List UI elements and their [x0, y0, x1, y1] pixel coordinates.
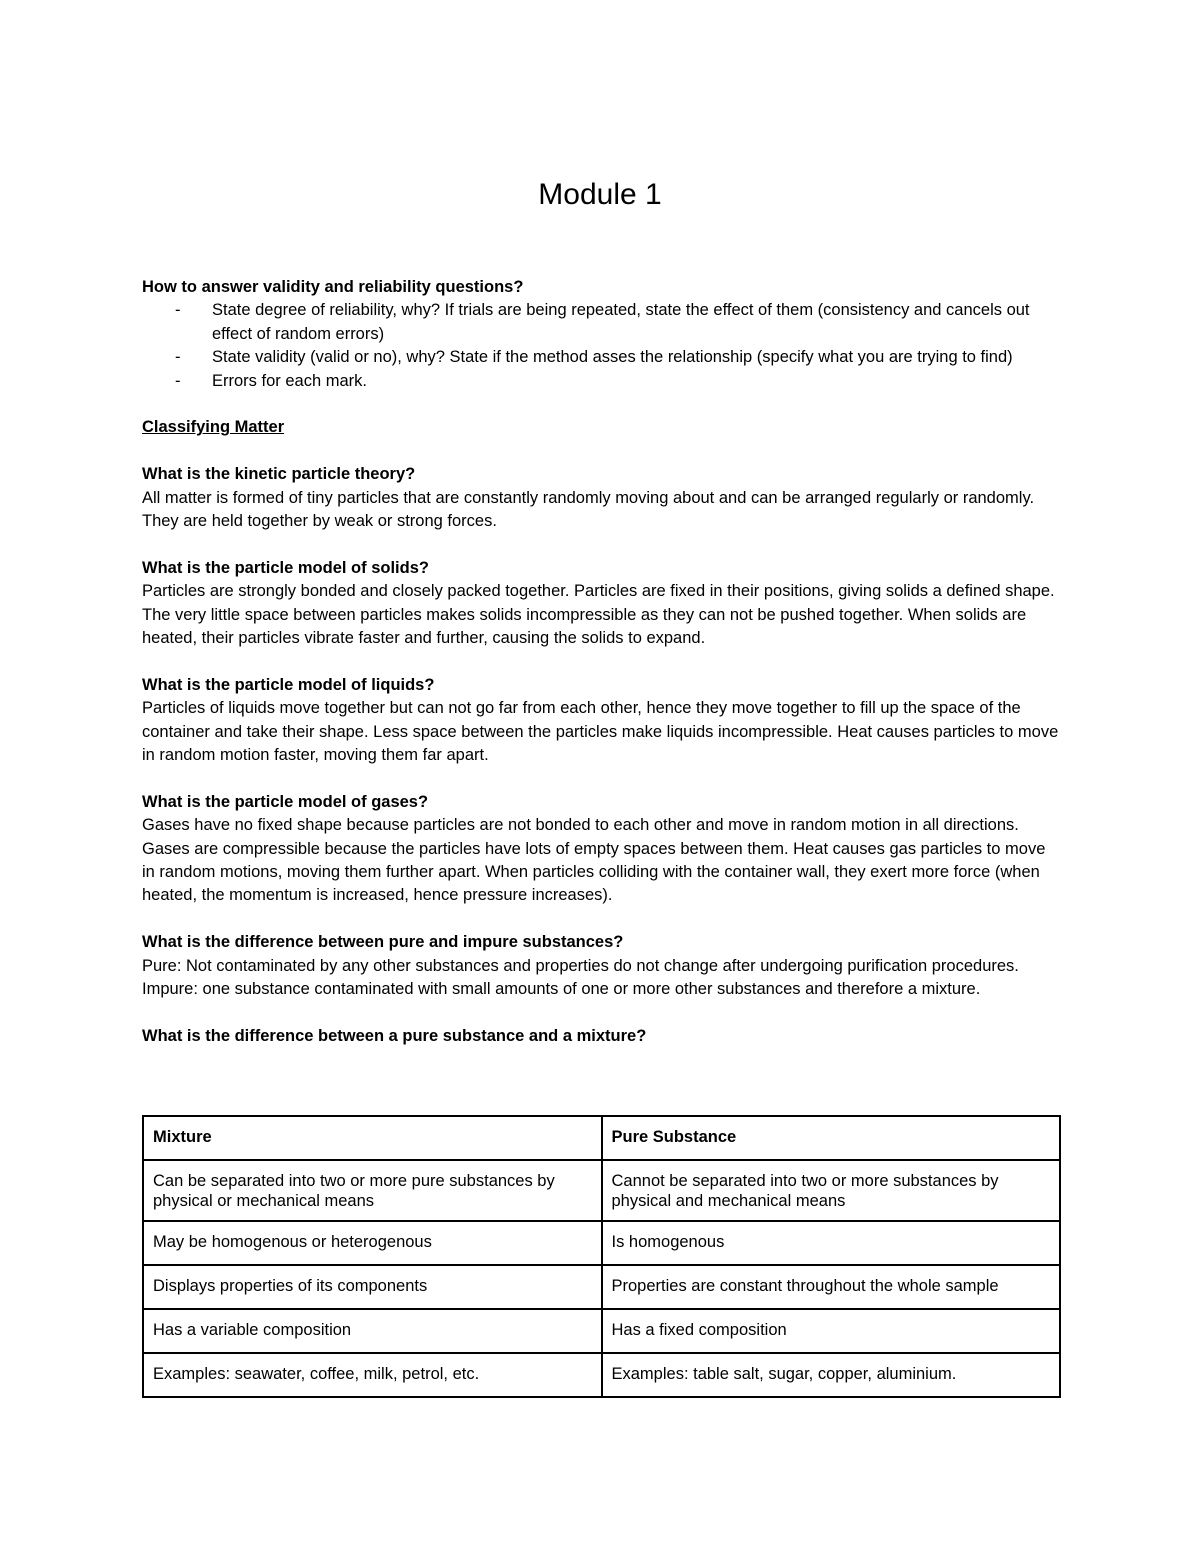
comparison-table	[142, 1115, 1061, 1398]
table-question: What is the difference between a pure substance and a mixture?	[142, 1026, 647, 1045]
table-row	[143, 1353, 1060, 1397]
spacer	[142, 1002, 1062, 1025]
question-heading: What is the particle model of gases?	[142, 792, 429, 811]
answer-paragraph: Particles are strongly bonded and closely packed together. Particles are fixed in their positions, giving solids a defined shape. The very little space between particles makes solids incompressible as they can not be pushed together. When solids are heated, their particles vibrate faster and further, causing the solids to expand.	[142, 582, 1055, 648]
answer-paragraph: All matter is formed of tiny particles that are constantly randomly moving about and can be arranged regularly or randomly. They are held together by weak or strong forces.	[142, 488, 1035, 531]
list-item	[142, 346, 1062, 369]
table-row	[143, 1309, 1060, 1353]
spacer	[142, 908, 1062, 931]
validity-question: How to answer validity and reliability questions?	[142, 278, 524, 296]
section-heading: Classifying Matter	[142, 418, 285, 437]
list-item	[142, 370, 1062, 393]
table-cell: Has a variable composition	[143, 1309, 602, 1353]
table-header-row	[143, 1116, 1060, 1160]
list-item-text: State degree of reliability, why? If trials are being repeated, state the effect of them (consistency and cancels out effect of random errors)	[212, 301, 1030, 343]
table-cell: Can be separated into two or more pure substances by physical or mechanical means	[143, 1160, 602, 1221]
table-cell: Has a fixed composition	[602, 1309, 1061, 1353]
table-header-cell: Pure Substance	[602, 1116, 1061, 1160]
question-heading: What is the particle model of solids?	[142, 558, 429, 577]
table-cell: Cannot be separated into two or more substances by physical and mechanical means	[602, 1160, 1061, 1221]
page-title: Module 1	[538, 178, 662, 211]
document-body	[142, 276, 1062, 1048]
spacer	[142, 393, 1062, 416]
spacer	[142, 440, 1062, 463]
table-header-cell: Mixture	[143, 1116, 602, 1160]
table-cell: May be homogenous or heterogenous	[143, 1221, 602, 1265]
validity-list	[142, 299, 1062, 393]
dash-bullet: -	[175, 348, 181, 367]
table-cell: Properties are constant throughout the whole sample	[602, 1265, 1061, 1309]
dash-bullet: -	[175, 301, 181, 320]
table-cell: Is homogenous	[602, 1221, 1061, 1265]
spacer	[142, 767, 1062, 790]
table-row	[143, 1160, 1060, 1221]
spacer	[142, 533, 1062, 556]
table-cell: Examples: table salt, sugar, copper, aluminium.	[602, 1353, 1061, 1397]
table-cell: Displays properties of its components	[143, 1265, 602, 1309]
list-item-text: Errors for each mark.	[212, 371, 367, 390]
table-cell: Examples: seawater, coffee, milk, petrol, etc.	[143, 1353, 602, 1397]
question-heading: What is the difference between pure and impure substances?	[142, 933, 624, 952]
answer-paragraph: Gases have no fixed shape because particles are not bonded to each other and move in random motion in all directions. Gases are compressible because the particles have lots of empty spaces between them. Heat causes gas particles to move in random motions, moving them further apart. When particles colliding with the container wall, they exert more force (when heated, the momentum is increased, hence pressure increases).	[142, 816, 1046, 905]
question-heading: What is the particle model of liquids?	[142, 675, 435, 694]
answer-paragraph: Pure: Not contaminated by any other substances and properties do not change after undergoing purification procedures. Impure: one substance contaminated with small amounts of one or more other substances and therefore a mixture.	[142, 956, 1019, 999]
spacer	[142, 650, 1062, 673]
list-item-text: State validity (valid or no), why? State if the method asses the relationship (specify what you are trying to find)	[212, 348, 1013, 367]
table-row	[143, 1221, 1060, 1265]
list-item	[142, 299, 1062, 346]
question-heading: What is the kinetic particle theory?	[142, 465, 416, 484]
answer-paragraph: Particles of liquids move together but can not go far from each other, hence they move together to fill up the space of the container and take their shape. Less space between the particles make liquids incompressible. Heat causes particles to move in random motion faster, moving them far apart.	[142, 699, 1059, 765]
table-row	[143, 1265, 1060, 1309]
dash-bullet: -	[175, 371, 181, 390]
